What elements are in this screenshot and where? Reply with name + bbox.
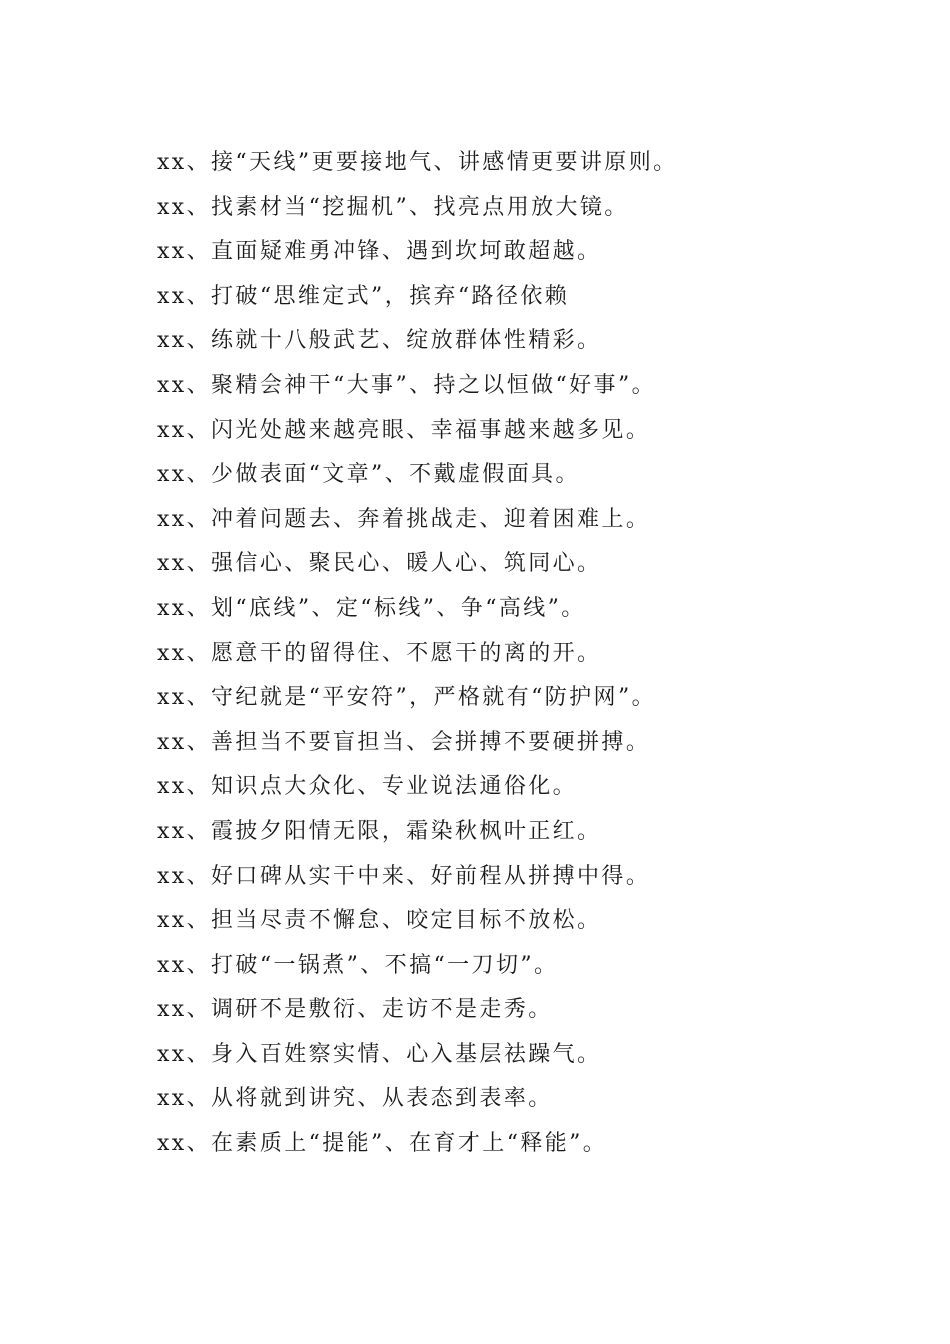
slogan-line: xx、冲着问题去、奔着挑战走、迎着困难上。 (157, 506, 651, 532)
slogan-line: xx、接“天线”更要接地气、讲感情更要讲原则。 (157, 150, 678, 175)
slogan-line: xx、找素材当“挖掘机”、找亮点用放大镜。 (157, 194, 629, 220)
slogan-line: xx、强信心、聚民心、暖人心、筑同心。 (157, 551, 602, 577)
slogan-line: xx、打破“一锅煮”、不搞“一刀切”。 (157, 952, 559, 978)
slogan-line: xx、练就十八般武艺、绽放群体性精彩。 (157, 328, 602, 354)
slogan-line: xx、从将就到讲究、从表态到表率。 (157, 1086, 553, 1112)
slogan-line: xx、霞披夕阳情无限，霜染秋枫叶正红。 (157, 818, 602, 844)
slogan-line: xx、闪光处越来越亮眼、幸福事越来越多见。 (157, 417, 651, 443)
slogan-line: xx、善担当不要盲担当、会拼搏不要硬拼搏。 (157, 729, 651, 755)
slogan-line: xx、调研不是敷衍、走访不是走秀。 (157, 997, 553, 1023)
slogan-list (157, 141, 897, 1167)
slogan-line: xx、知识点大众化、专业说法通俗化。 (157, 774, 578, 800)
slogan-line: xx、身入百姓察实情、心入基层祛躁气。 (157, 1041, 602, 1067)
slogan-line: xx、好口碑从实干中来、好前程从拼搏中得。 (157, 863, 651, 889)
slogan-line: xx、愿意干的留得住、不愿干的离的开。 (157, 640, 602, 666)
slogan-line: xx、聚精会神干“大事”、持之以恒做“好事”。 (157, 372, 657, 398)
slogan-line: xx、少做表面“文章”、不戴虚假面具。 (157, 462, 580, 488)
slogan-line: xx、在素质上“提能”、在育才上“释能”。 (157, 1131, 608, 1157)
slogan-line: xx、划“底线”、定“标线”、争“高线”。 (157, 595, 586, 621)
slogan-line: xx、打破“思维定式”，摈弃“路径依赖 (157, 283, 570, 309)
slogan-line: xx、直面疑难勇冲锋、遇到坎坷敢超越。 (157, 239, 602, 265)
slogan-line: xx、守纪就是“平安符”，严格就有“防护网”。 (157, 685, 657, 711)
slogan-line: xx、担当尽责不懈怠、咬定目标不放松。 (157, 908, 602, 934)
